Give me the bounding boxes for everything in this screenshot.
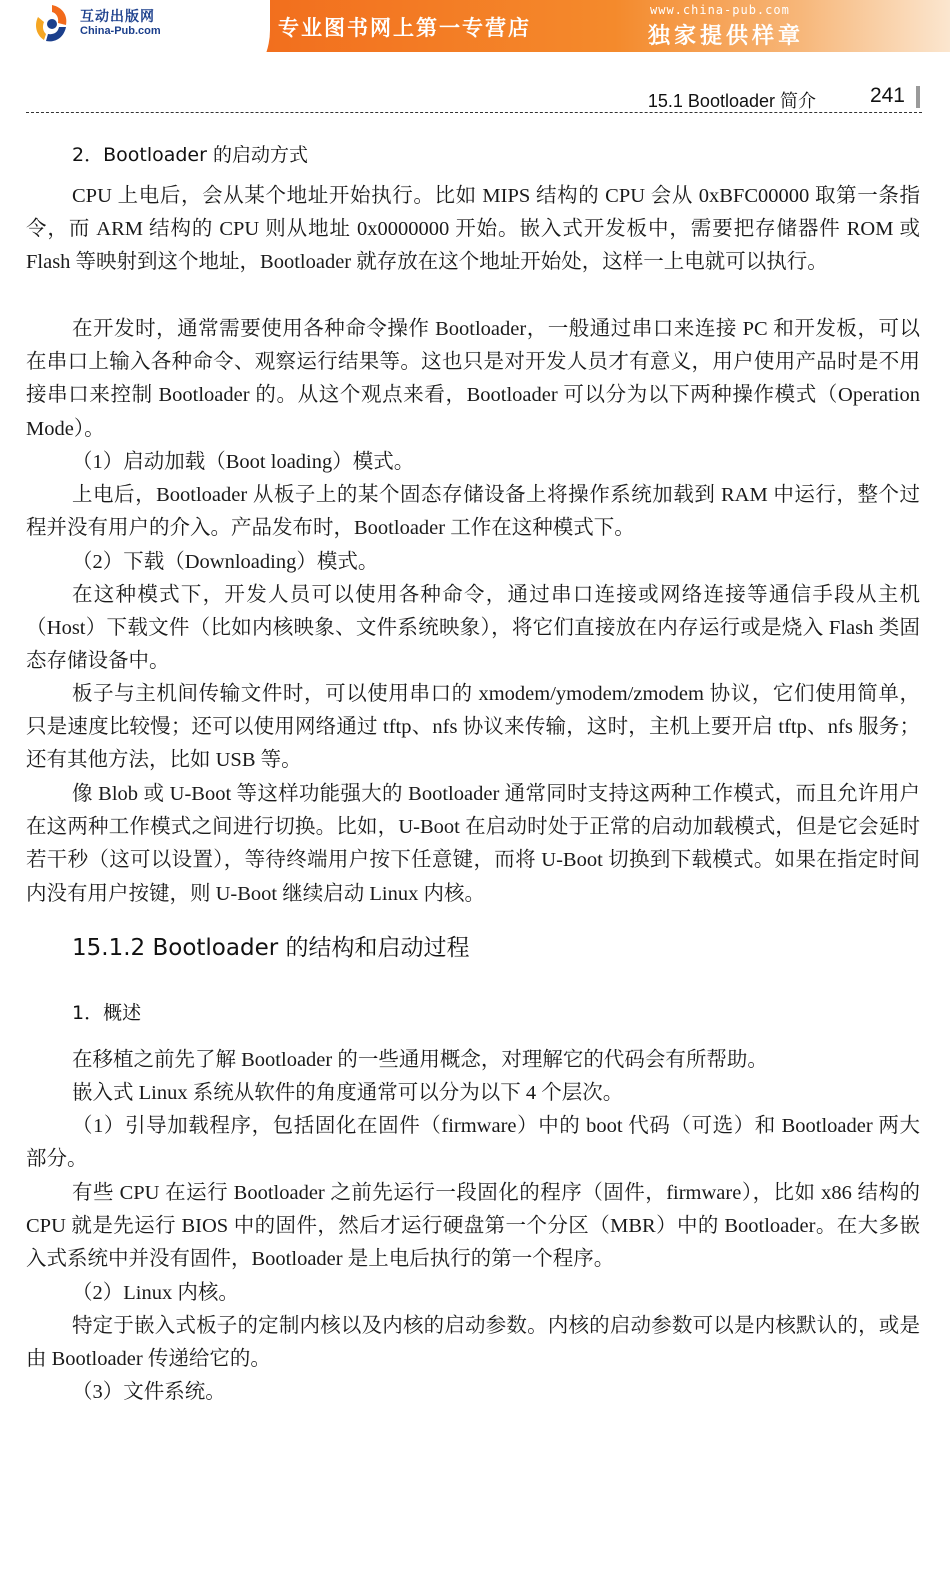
paragraph-boot-loading: 上电后，Bootloader 从板子上的某个固态存储设备上将操作系统加载到 RAM 中运行，整个过程并没有用户的介入。产品发布时，Bootloader 工作在这种模式下。	[26, 484, 920, 540]
item-linux-kernel: （2）Linux 内核。	[72, 1282, 239, 1304]
paragraph-operation-modes: 在开发时，通常需要使用各种命令操作 Bootloader，一般通过串口来连接 PC 和开发板，可以在串口上输入各种命令、观察运行结果等。这也只是对开发人员才有意义，用户使用产品时是不用接串口来控制 Bootloader 的。从这个观点来看，Bootloader 可以分为以下两种操作模式（Operation Mode）。	[26, 318, 920, 440]
item-boot-loading: （1）启动加载（Boot loading）模式。	[72, 451, 415, 473]
section-title-15-1-2: 15.1.2 Bootloader 的结构和启动过程	[72, 935, 470, 961]
banner-exclusive-sample: 独家提供样章	[648, 23, 805, 49]
paragraph-firmware: 有些 CPU 在运行 Bootloader 之前先运行一段固化的程序（固件，firmware），比如 x86 结构的 CPU 就是先运行 BIOS 中的固件，然后才运行硬盘第一个分区（MBR）中的 Bootloader。在大多嵌入式系统中并没有固件，Bootloader 是上电后执行的第一个程序。	[26, 1182, 920, 1271]
paragraph-file-transfer: 板子与主机间传输文件时，可以使用串口的 xmodem/ymodem/zmodem 协议，它们使用简单，只是速度比较慢；还可以使用网络通过 tftp、nfs 协议来传输，这时，主机上要开启 tftp、nfs 服务；还有其他方法，比如 USB 等。	[26, 683, 920, 772]
paragraph-kernel: 特定于嵌入式板子的定制内核以及内核的启动参数。内核的启动参数可以是内核默认的，或是由 Bootloader 传递给它的。	[26, 1315, 920, 1371]
paragraph-concepts: 在移植之前先了解 Bootloader 的一些通用概念，对理解它的代码会有所帮助。	[72, 1049, 768, 1071]
logo-english-name: China-Pub.com	[80, 25, 161, 37]
item-file-system: （3）文件系统。	[72, 1381, 226, 1403]
page-edge-bar	[916, 86, 920, 108]
subheading-startup-modes: 2．Bootloader 的启动方式	[72, 144, 308, 166]
item-downloading: （2）下载（Downloading）模式。	[72, 551, 379, 573]
banner-url: www.china-pub.com	[650, 3, 790, 17]
paragraph-layers: 嵌入式 Linux 系统从软件的角度通常可以分为以下 4 个层次。	[72, 1082, 624, 1104]
running-section-title: 15.1 Bootloader 简介	[647, 91, 816, 111]
banner-white-curve	[150, 0, 270, 52]
site-banner	[0, 0, 950, 52]
item-bootloader-layer: （1）引导加载程序，包括固化在固件（firmware）中的 boot 代码（可选）和 Bootloader 两大部分。	[26, 1115, 920, 1171]
page-number: 241	[869, 84, 905, 107]
subheading-overview: 1．概述	[72, 1002, 142, 1024]
china-pub-logo-icon	[32, 3, 72, 47]
running-header	[26, 82, 922, 113]
paragraph-uboot-modes: 像 Blob 或 U-Boot 等这样功能强大的 Bootloader 通常同时支持这两种工作模式，而且允许用户在这两种工作模式之间进行切换。比如，U-Boot 在启动时处于正常的启动加载模式，但是它会延时若干秒（这可以设置），等待终端用户按下任意键，而将 U-Boot 切换到下载模式。如果在指定时间内没有用户按键，则 U-Boot 继续启动 Linux 内核。	[26, 783, 920, 905]
logo-chinese-name: 互动出版网	[80, 8, 155, 24]
banner-slogan: 专业图书网上第一专营店	[278, 16, 531, 40]
paragraph-cpu-startup: CPU 上电后，会从某个地址开始执行。比如 MIPS 结构的 CPU 会从 0xBFC00000 取第一条指令，而 ARM 结构的 CPU 则从地址 0x0000000 开始。嵌入式开发板中，需要把存储器件 ROM 或 Flash 等映射到这个地址，Bootloader 就存放在这个地址开始处，这样一上电就可以执行。	[26, 185, 920, 274]
paragraph-downloading: 在这种模式下，开发人员可以使用各种命令，通过串口连接或网络连接等通信手段从主机（Host）下载文件（比如内核映象、文件系统映象），将它们直接放在内存运行或是烧入 Flash 类固态存储设备中。	[26, 584, 920, 673]
